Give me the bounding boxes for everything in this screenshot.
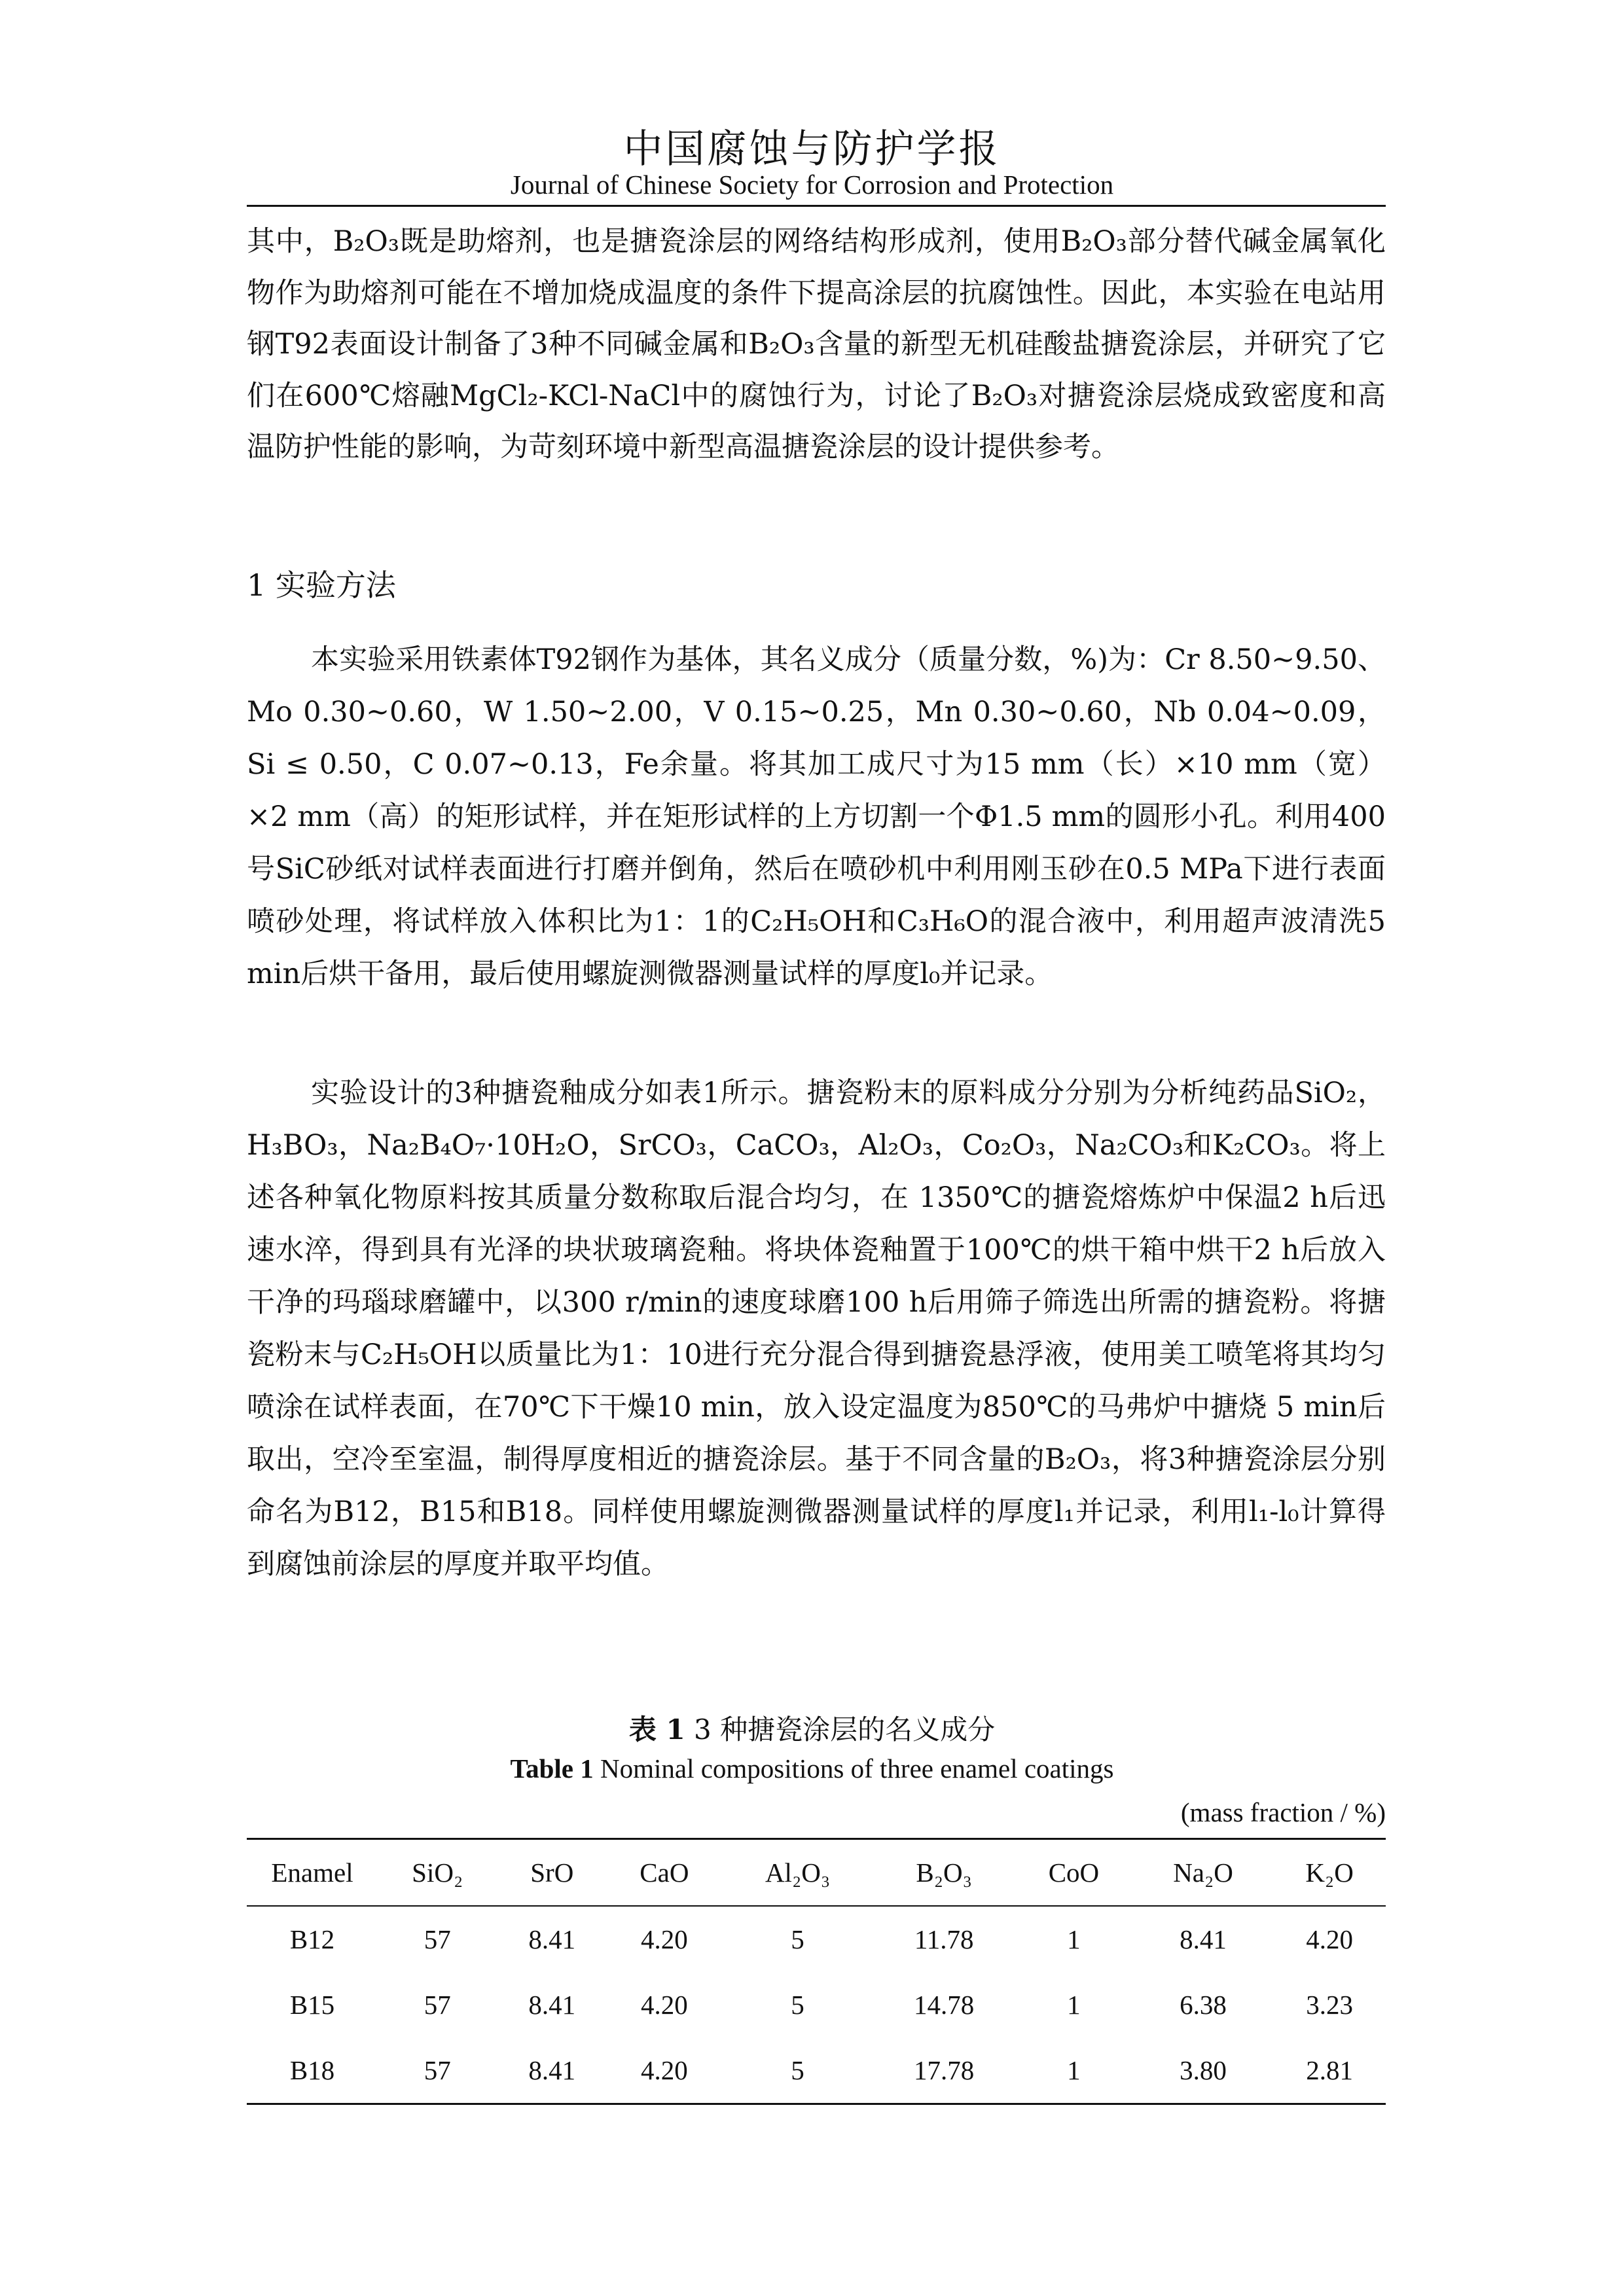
method-text-1: 本实验采用铁素体T92钢作为基体，其名义成分（质量分数，%)为：Cr 8.50~9.50、Mo 0.30~0.60，W 1.50~2.00，V 0.15~0.25，Mn 0.30~0.60，Nb 0.04~0.09，Si ≤ 0.50，C 0.07~0.13，Fe余量。将其加工成尺寸为15 mm（长）×10 mm（宽）×2 mm（高）的矩形试样，并在矩形试样的上方切割一个Φ1.5 mm的圆形小孔。利用400号SiC砂纸对试样表面进行打磨并倒角，然后在喷砂机中利用刚玉砂在0.5 MPa下进行表面喷砂处理，将试样放入体积比为1：1的C₂H₅OH和C₃H₆O的混合液中，利用超声波清洗5 min后烘干备用，最后使用螺旋测微器测量试样的厚度l₀并记录。 <box>247 643 1386 990</box>
table-caption-en-label: Table 1 <box>510 1753 594 1784</box>
journal-title-en: Journal of Chinese Society for Corrosion and Protection <box>510 170 1114 200</box>
table-cell: 5 <box>791 1990 804 2020</box>
method-text-2: 实验设计的3种搪瓷釉成分如表1所示。搪瓷粉末的原料成分分别为分析纯药品SiO₂，H₃BO₃，Na₂B₄O₇·10H₂O，SrCO₃，CaCO₃，Al₂O₃，Co₂O₃，Na₂CO₃和K₂CO₃。将上述各种氧化物原料按其质量分数称取后混合均匀，在 1350℃的搪瓷熔炼炉中保温2 h后迅速水淬，得到具有光泽的块状玻璃瓷釉。将块体瓷釉置于100℃的烘干箱中烘干2 h后放入干净的玛瑙球磨罐中，以300 r/min的速度球磨100 h后用筛子筛选出所需的搪瓷粉。将搪瓷粉末与C₂H₅OH以质量比为1：10进行充分混合得到搪瓷悬浮液，使用美工喷笔将其均匀喷涂在试样表面，在70℃下干燥10 min，放入设定温度为850℃的马弗炉中搪烧 5 min后取出，空冷至室温，制得厚度相近的搪瓷涂层。基于不同含量的B₂O₃，将3种搪瓷涂层分别命名为B12，B15和B18。同样使用螺旋测微器测量试样的厚度l₁并记录，利用l₁-l₀计算得到腐蚀前涂层的厚度并取平均值。 <box>247 1077 1386 1581</box>
header-b2o3: B₂O₃ <box>873 1839 1015 1907</box>
table-cell: 8.41 <box>528 1990 576 2020</box>
table-cell: 57 <box>424 1990 451 2020</box>
table-cell: 6.38 <box>1180 1990 1227 2020</box>
table-cell: 1 <box>1015 2037 1133 2104</box>
table-cell: 17.78 <box>873 2037 1015 2104</box>
header-sro: SrO <box>497 1839 607 1907</box>
table-cell: 8.41 <box>528 1924 576 1954</box>
header-enamel: Enamel <box>247 1839 378 1907</box>
table-cell: B15 <box>289 1990 335 2020</box>
table-cell: 11.78 <box>914 1924 974 1954</box>
table-cell: 1 <box>1067 1990 1081 2020</box>
table-cell: B18 <box>247 2037 378 2104</box>
table-cell: 57 <box>378 2037 497 2104</box>
table-cell: 3.80 <box>1133 2037 1273 2104</box>
section-heading: 1 实验方法 <box>247 567 396 603</box>
table-cell: 1 <box>1067 1924 1081 1954</box>
table-row <box>247 1972 1386 2037</box>
table-cell: 5 <box>791 1924 804 1954</box>
table-cell: 4.20 <box>641 1990 688 2020</box>
intro-text: 其中，B₂O₃既是助熔剂，也是搪瓷涂层的网络结构形成剂，使用B₂O₃部分替代碱金属氧化物作为助熔剂可能在不增加烧成温度的条件下提高涂层的抗腐蚀性。因此，本实验在电站用钢T92表面设计制备了3种不同碱金属和B₂O₃含量的新型无机硅酸盐搪瓷涂层，并研究了它们在600℃熔融MgCl₂-KCl-NaCl中的腐蚀行为，讨论了B₂O₃对搪瓷涂层烧成致密度和高温防护性能的影响，为苛刻环境中新型高温搪瓷涂层的设计提供参考。 <box>247 225 1386 463</box>
table-cell: 4.20 <box>641 1924 688 1954</box>
table-row <box>247 1906 1386 1972</box>
table-cell: 4.20 <box>607 2037 722 2104</box>
table-unit: (mass fraction / %) <box>1180 1797 1386 1827</box>
composition-table <box>247 1838 1386 2105</box>
table-cell: B12 <box>289 1924 335 1954</box>
table-cell: 5 <box>722 2037 874 2104</box>
header-k2o: K₂O <box>1273 1839 1386 1907</box>
table-cell: 4.20 <box>1306 1924 1353 1954</box>
table-caption-cn-text: 3 种搪瓷涂层的名义成分 <box>685 1713 996 1746</box>
header-al2o3: Al₂O₃ <box>722 1839 874 1907</box>
header-coo: CoO <box>1015 1839 1133 1907</box>
table-cell: 14.78 <box>914 1990 975 2020</box>
table-header-row <box>247 1839 1386 1907</box>
table-caption-cn-label: 表 1 <box>628 1713 685 1746</box>
method-paragraph-1 <box>247 634 1386 1000</box>
header-rule <box>247 205 1386 207</box>
table-cell: 3.23 <box>1306 1990 1353 2020</box>
table-caption-en-text: Nominal compositions of three enamel coatings <box>593 1753 1114 1784</box>
header-na2o: Na₂O <box>1133 1839 1273 1907</box>
header-cao: CaO <box>607 1839 722 1907</box>
header-sio2: SiO₂ <box>378 1839 497 1907</box>
intro-paragraph <box>247 216 1386 473</box>
table-cell: 8.41 <box>497 2037 607 2104</box>
journal-title-cn: 中国腐蚀与防护学报 <box>623 126 1001 172</box>
table-cell: 2.81 <box>1273 2037 1386 2104</box>
table-caption-en <box>0 1753 1624 1784</box>
table-caption-cn <box>0 1708 1624 1748</box>
table-cell: 8.41 <box>1180 1924 1227 1954</box>
method-paragraph-2 <box>247 1067 1386 1590</box>
table-cell: 57 <box>424 1924 451 1954</box>
table-row <box>247 2037 1386 2104</box>
